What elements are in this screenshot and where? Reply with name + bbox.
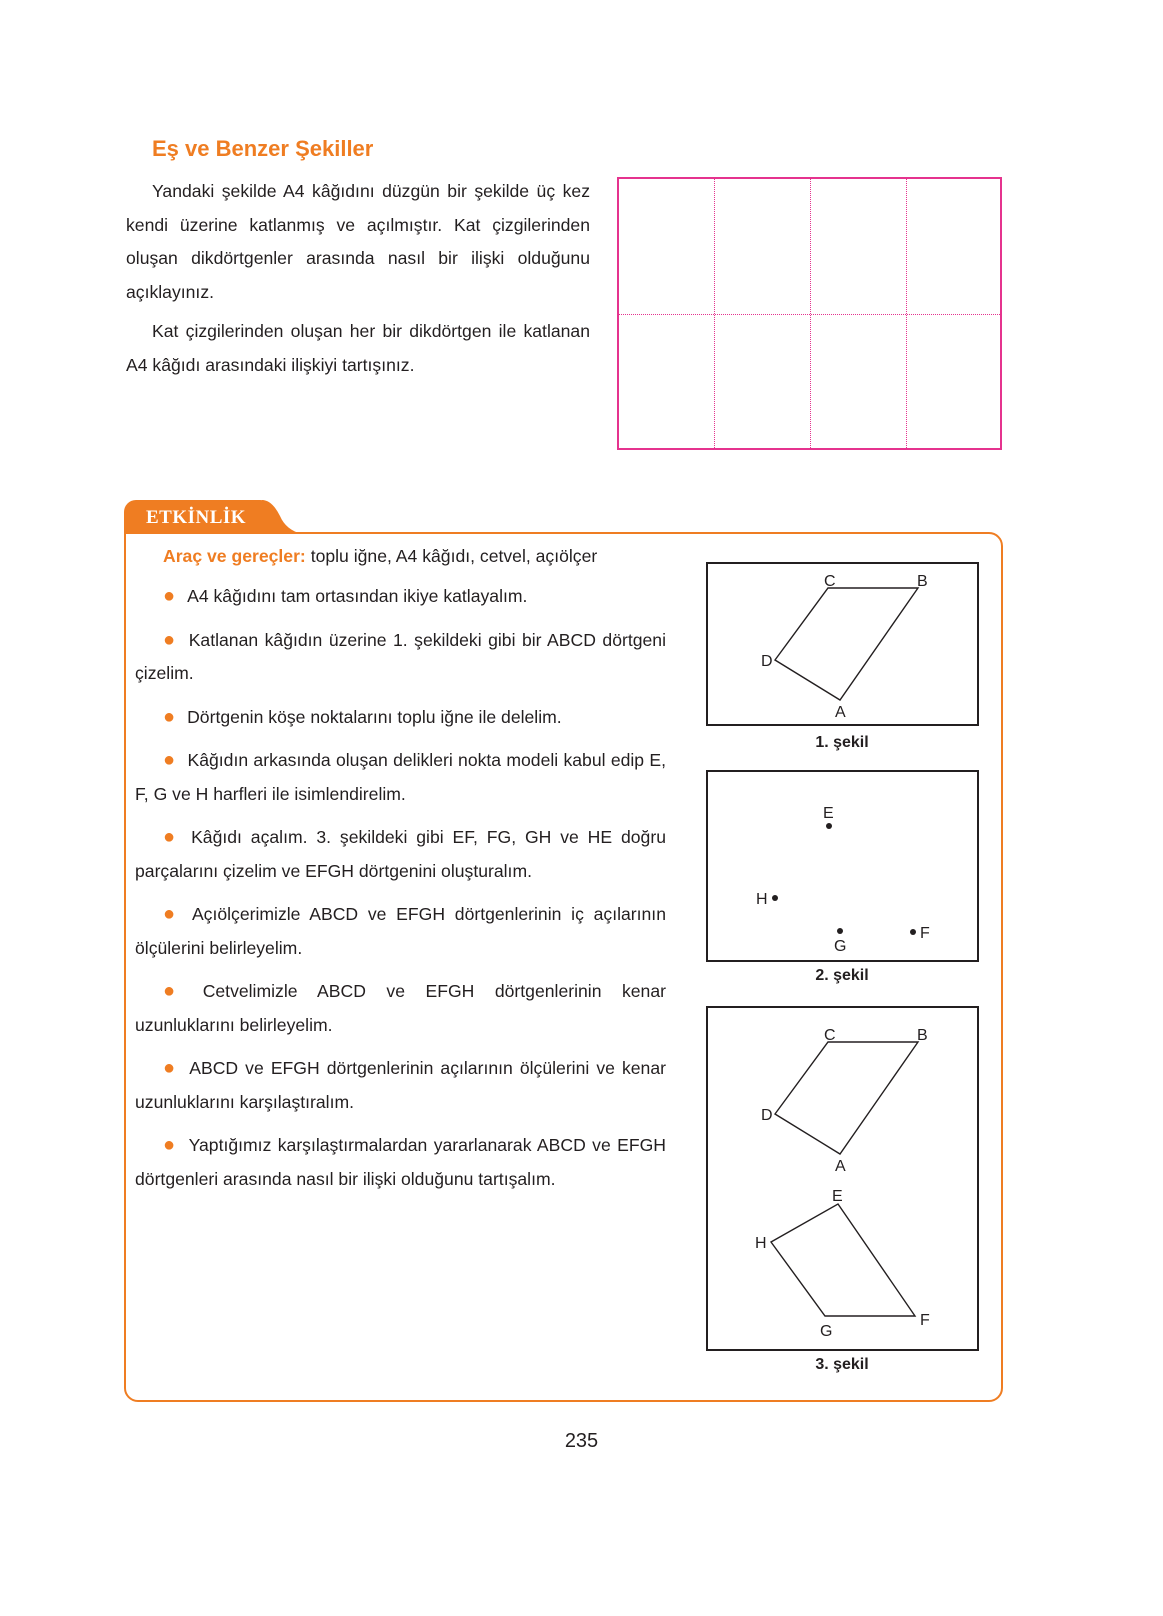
bullet-icon: ● — [163, 1057, 178, 1079]
page-number: 235 — [564, 1430, 599, 1452]
figure-2-drawing — [708, 772, 977, 960]
vertex-label-f: F — [920, 1312, 930, 1329]
activity-tab: ETKİNLİK — [124, 500, 276, 534]
list-item: ● A4 kâğıdını tam ortasından ikiye katlayalım. — [163, 585, 528, 607]
quadrilateral-abcd — [775, 588, 918, 700]
point-g — [837, 928, 843, 934]
bullet-icon: ● — [163, 749, 176, 771]
figure-2 — [706, 770, 979, 962]
vertex-label-d: D — [761, 1107, 773, 1124]
quadrilateral-efgh — [771, 1204, 915, 1316]
vertex-label-c: C — [824, 1027, 836, 1044]
intro-text — [126, 175, 590, 388]
point-e — [826, 823, 832, 829]
tools-line — [163, 546, 597, 567]
figure-1 — [706, 562, 979, 726]
activity-tab-curve — [262, 500, 302, 534]
list-item: ● ABCD ve EFGH dörtgenlerinin açılarının ölçülerini ve kenar uzunluklarını karşılaştıralım. — [135, 1057, 666, 1112]
point-label-h: H — [756, 891, 768, 908]
fold-line-horizontal — [619, 314, 1000, 315]
list-item: ● Kâğıdın arkasında oluşan delikleri nokta modeli kabul edip E, F, G ve H harfleri ile isimlendirelim. — [135, 749, 666, 804]
point-label-f: F — [920, 925, 930, 942]
figure-3-caption: 3. şekil — [815, 1356, 869, 1373]
folded-paper-figure — [617, 177, 1002, 450]
vertex-label-b: B — [917, 573, 928, 590]
figure-1-caption: 1. şekil — [815, 734, 869, 751]
bullet-icon: ● — [163, 1134, 177, 1156]
list-item: ● Cetvelimizle ABCD ve EFGH dörtgenlerinin kenar uzunluklarını belirleyelim. — [135, 980, 666, 1035]
vertex-label-b: B — [917, 1027, 928, 1044]
list-item: ● Katlanan kâğıdın üzerine 1. şekildeki gibi bir ABCD dörtgeni çizelim. — [135, 628, 666, 683]
list-item: ● Yaptığımız karşılaştırmalardan yararlanarak ABCD ve EFGH dörtgenleri arasında nasıl bir ilişki olduğunu tartışalım. — [135, 1134, 666, 1189]
intro-paragraph-1: Yandaki şekilde A4 kâğıdını düzgün bir şekilde üç kez kendi üzerine katlanmış ve açılmıştır. Kat çizgilerinden oluşan dikdörtgenler arasında nasıl bir ilişki olduğunu açıklayınız. — [126, 181, 590, 302]
point-label-e: E — [823, 805, 834, 822]
bullet-icon: ● — [163, 585, 176, 607]
figure-3-drawing — [708, 1008, 977, 1349]
vertex-label-h: H — [755, 1235, 767, 1252]
figure-3 — [706, 1006, 979, 1351]
point-label-g: G — [834, 938, 847, 955]
activity-steps — [135, 580, 666, 1206]
bullet-icon: ● — [163, 705, 176, 728]
point-h — [772, 895, 778, 901]
list-item: ● Kâğıdı açalım. 3. şekildeki gibi EF, FG, GH ve HE doğru parçalarını çizelim ve EFGH dörtgenini oluşturalım. — [135, 826, 666, 881]
section-title: Eş ve Benzer Şekiller — [152, 136, 374, 161]
vertex-label-d: D — [761, 653, 773, 670]
tools-label: Araç ve gereçler: — [163, 546, 306, 566]
list-item: ● Açıölçerimizle ABCD ve EFGH dörtgenlerinin iç açılarının ölçülerini belirleyelim. — [135, 903, 666, 958]
vertex-label-a: A — [835, 1158, 846, 1175]
figure-2-caption: 2. şekil — [815, 967, 869, 984]
intro-paragraph-2: Kat çizgilerinden oluşan her bir dikdörtgen ile katlanan A4 kâğıdı arasındaki ilişkiyi tartışınız. — [126, 321, 590, 375]
vertex-label-e: E — [832, 1188, 843, 1205]
vertex-label-g: G — [820, 1323, 833, 1340]
vertex-label-a: A — [835, 704, 846, 721]
point-f — [910, 929, 916, 935]
bullet-icon: ● — [163, 628, 177, 651]
vertex-label-c: C — [824, 573, 836, 590]
bullet-icon: ● — [163, 826, 180, 848]
list-item: ● Dörtgenin köşe noktalarını toplu iğne ile delelim. — [163, 705, 562, 728]
figure-1-drawing — [708, 564, 977, 724]
tools-text: toplu iğne, A4 kâğıdı, cetvel, açıölçer — [310, 546, 598, 566]
bullet-icon: ● — [163, 980, 191, 1002]
bullet-icon: ● — [163, 903, 180, 925]
quadrilateral-abcd — [775, 1042, 918, 1154]
